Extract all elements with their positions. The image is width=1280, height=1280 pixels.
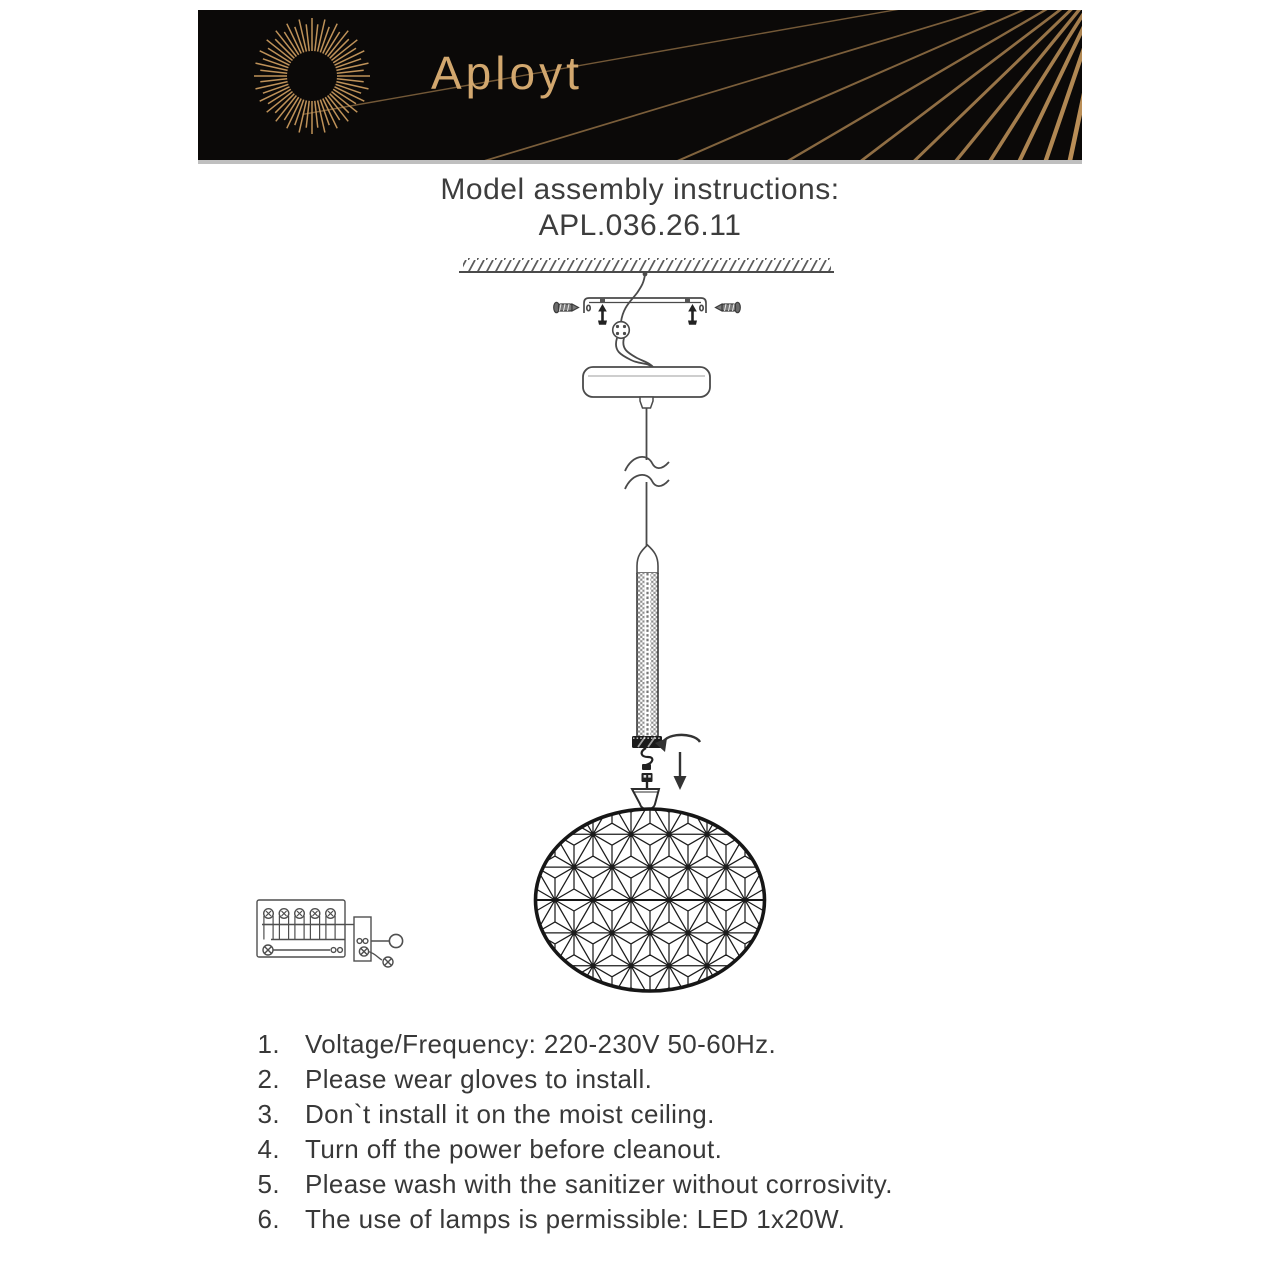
shade-connector-diagram (632, 773, 659, 810)
terminal-connector-diagram (613, 274, 654, 368)
list-item-number: 3. (257, 1099, 280, 1129)
list-item-text: Please wash with the sanitizer without corrosivity. (305, 1169, 893, 1199)
list-item (240, 1202, 893, 1237)
side-screws-icon (554, 302, 741, 312)
ceiling-diagram (459, 258, 834, 276)
list-item-text: Please wear gloves to install. (305, 1064, 653, 1094)
list-item-text: Voltage/Frequency: 220-230V 50-60Hz. (305, 1029, 777, 1059)
list-item (240, 1097, 893, 1132)
wiring-diagram (257, 900, 403, 967)
list-item-number: 4. (257, 1134, 280, 1164)
list-item-text: The use of lamps is permissible: LED 1x20W. (305, 1204, 846, 1234)
suspension-cable-diagram (625, 408, 669, 546)
down-arrow-icon (674, 752, 687, 790)
list-item (240, 1027, 893, 1062)
list-item (240, 1132, 893, 1167)
model-number: APL.036.26.11 (538, 209, 742, 242)
canopy-diagram (583, 367, 710, 408)
lampshade-sphere-diagram (460, 768, 878, 1031)
page-title: Model assembly instructions: (440, 173, 840, 206)
list-item-number: 1. (257, 1029, 280, 1059)
connector-plug (642, 773, 653, 782)
list-item-text: Don`t install it on the moist ceiling. (305, 1099, 715, 1129)
list-item-number: 5. (257, 1169, 280, 1199)
list-item-number: 2. (257, 1064, 280, 1094)
list-item-text: Turn off the power before cleanout. (305, 1134, 723, 1164)
list-item (240, 1062, 893, 1097)
list-item-number: 6. (257, 1204, 280, 1234)
vertical-screws-icon (598, 304, 697, 325)
lamp-symbol-icon (389, 934, 402, 947)
list-item (240, 1167, 893, 1202)
instruction-list (240, 1027, 893, 1237)
suspension-rod-diagram (632, 545, 662, 770)
brand-wordmark: Aployt (431, 47, 583, 99)
